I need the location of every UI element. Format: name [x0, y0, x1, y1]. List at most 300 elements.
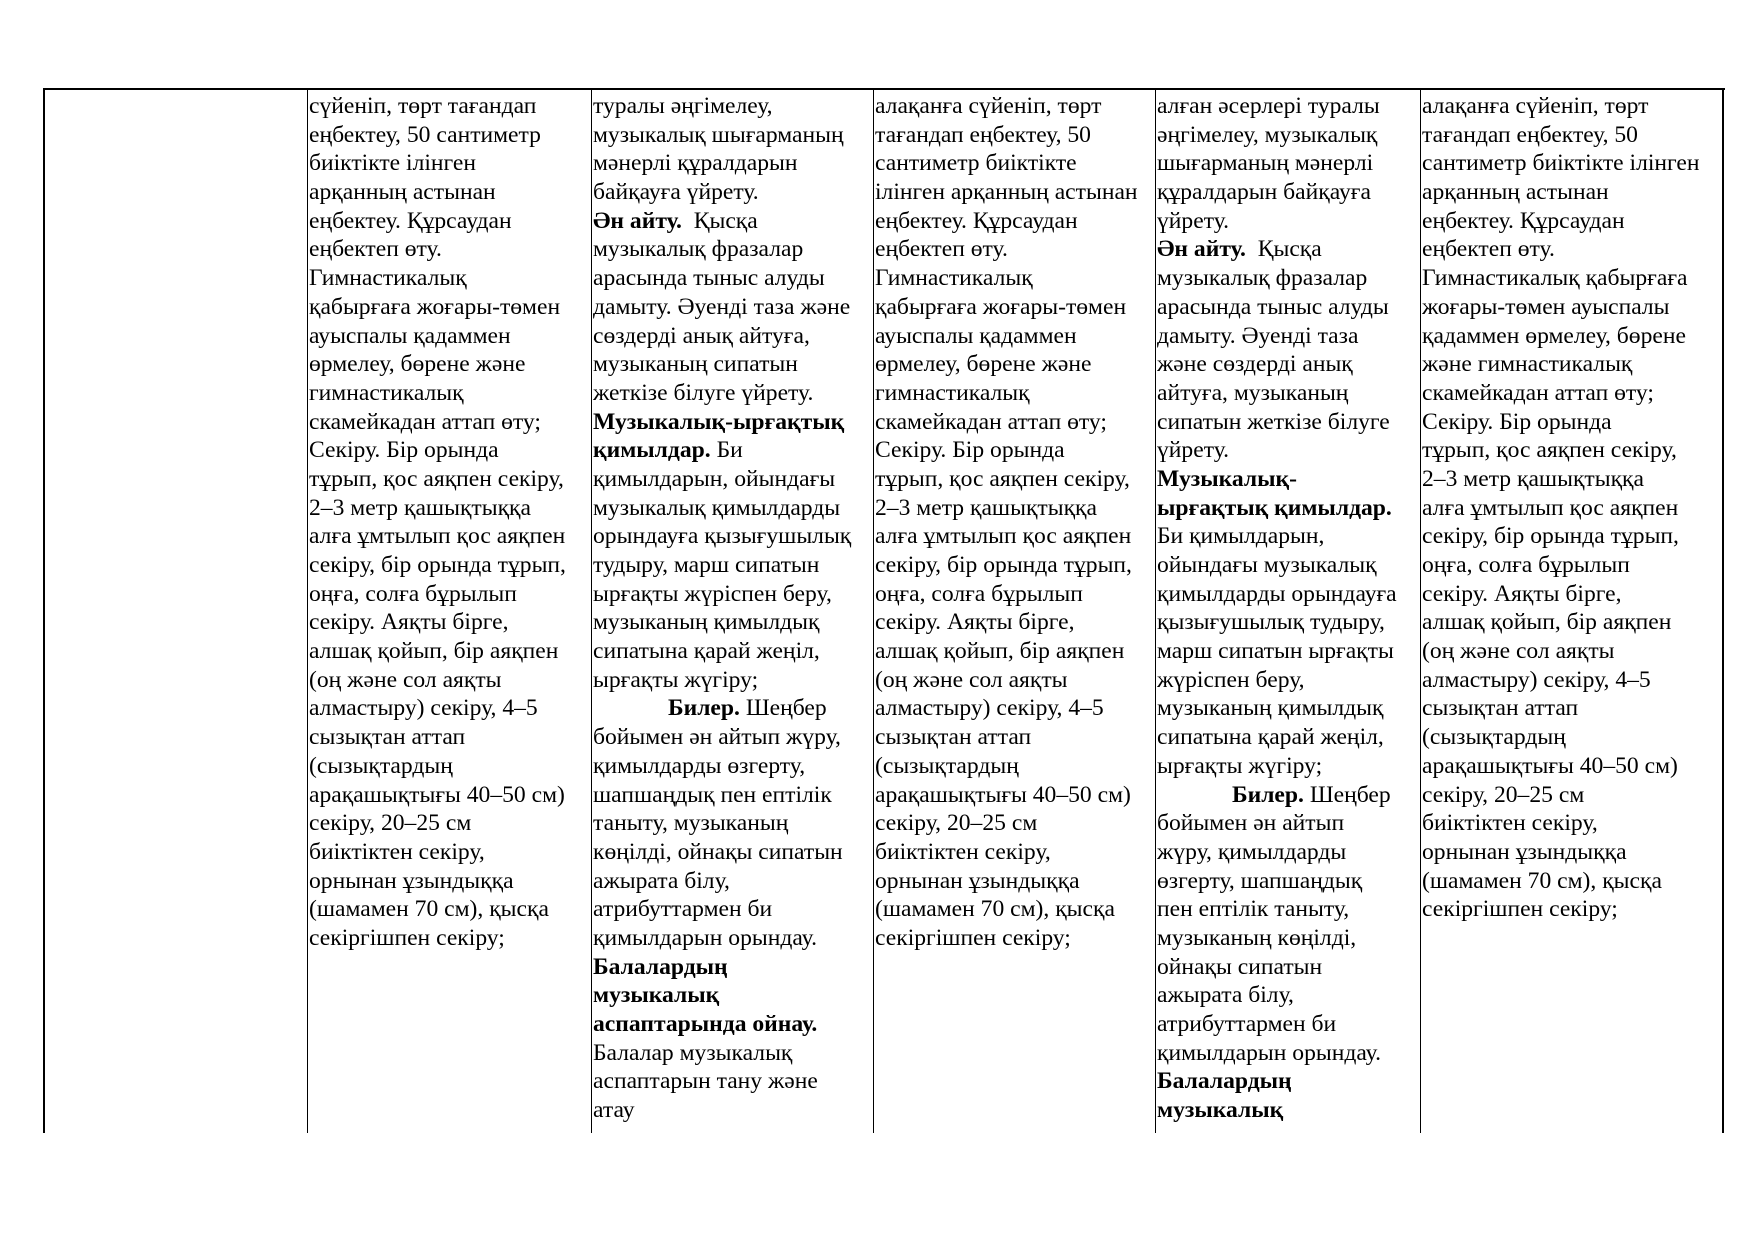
- body-text: Секіру. Бір орында: [1422, 408, 1612, 435]
- body-text: көңілді, ойнақы сипатын: [593, 838, 843, 865]
- text-line: [593, 207, 871, 236]
- body-text: қимылдарды өзгерту,: [593, 752, 806, 779]
- text-line: [593, 752, 871, 781]
- body-text: секіру, 20–25 см: [875, 810, 1038, 837]
- body-text: арасында тыныс алуды: [1157, 293, 1389, 320]
- bold-heading-text: Ән айту.: [593, 207, 682, 234]
- text-line: [593, 981, 871, 1010]
- body-text: қимылдарды орындауға: [1157, 580, 1397, 607]
- text-line: [1157, 1010, 1418, 1039]
- text-line: [593, 809, 871, 838]
- bold-heading-text: музыкалық: [1157, 1097, 1284, 1124]
- body-text: музыканың көңілді,: [1157, 924, 1357, 951]
- text-line: [1422, 92, 1720, 121]
- table-border-right: [1722, 88, 1724, 1133]
- text-line: [1157, 264, 1418, 293]
- body-text: қимылдарын орындау.: [1157, 1039, 1381, 1066]
- text-line: [875, 322, 1153, 351]
- text-line: [593, 494, 871, 523]
- body-text: алшақ қойып, бір аяқпен: [309, 638, 559, 665]
- text-line: [309, 121, 589, 150]
- text-line: [875, 350, 1153, 379]
- body-text: секіру, 20–25 см: [1422, 781, 1585, 808]
- text-line: [593, 1010, 871, 1039]
- text-line: [875, 465, 1153, 494]
- text-line: [309, 752, 589, 781]
- text-line: [1157, 895, 1418, 924]
- text-line: [875, 92, 1153, 121]
- text-line: [1157, 608, 1418, 637]
- text-line: [593, 350, 871, 379]
- text-line: [593, 149, 871, 178]
- body-text: Гимнастикалық: [875, 265, 1033, 292]
- text-line: [1157, 953, 1418, 982]
- body-text: сипатына қарай жеңіл,: [1157, 724, 1384, 751]
- body-text: шапшаңдық пен ептілік: [593, 781, 832, 808]
- text-line: [309, 379, 589, 408]
- body-text: еңбектеу. Құрсаудан: [1422, 207, 1625, 234]
- text-line: [1157, 867, 1418, 896]
- text-line: [593, 121, 871, 150]
- table-cell-col2: [309, 92, 589, 953]
- text-line: [875, 666, 1153, 695]
- body-text: Балалар музыкалық: [593, 1039, 793, 1066]
- body-text: аспаптарын тану және: [593, 1068, 818, 1095]
- table-cell-col4: [875, 92, 1153, 953]
- text-line: [875, 293, 1153, 322]
- body-text: еңбектеп өту.: [875, 236, 1008, 263]
- body-text: еңбектеп өту.: [1422, 236, 1555, 263]
- text-line: [593, 838, 871, 867]
- body-text: алмастыру) секіру, 4–5: [875, 695, 1104, 722]
- bold-heading-text: Музыкалық-ырғақтық: [593, 408, 845, 435]
- text-line: [1157, 694, 1418, 723]
- text-line: [1422, 350, 1720, 379]
- text-line: [875, 781, 1153, 810]
- text-line: [1157, 838, 1418, 867]
- text-line: [1422, 781, 1720, 810]
- text-line: [875, 809, 1153, 838]
- body-text: биіктіктен секіру,: [875, 838, 1051, 865]
- bold-heading-text: Балалардың: [593, 953, 728, 980]
- text-line: [309, 293, 589, 322]
- text-line: [593, 895, 871, 924]
- text-line: [875, 867, 1153, 896]
- body-text: (оң және сол аяқты: [875, 666, 1068, 693]
- body-text: ажырата білу,: [593, 867, 730, 894]
- text-line: [593, 92, 871, 121]
- body-text: алақанға сүйеніп, төрт: [875, 93, 1102, 119]
- body-text: тұрып, қос аяқпен секіру,: [1422, 437, 1677, 464]
- body-text: музыкалық шығарманың: [593, 121, 844, 148]
- text-line: [309, 637, 589, 666]
- body-text: сипатына қарай жеңіл,: [593, 638, 820, 665]
- text-line: [1422, 322, 1720, 351]
- body-text: тудыру, марш сипатын: [593, 552, 820, 578]
- text-line: [593, 924, 871, 953]
- text-line: [593, 551, 871, 580]
- body-text: алмастыру) секіру, 4–5: [309, 695, 538, 722]
- bold-heading-text: аспаптарында ойнау.: [593, 1011, 818, 1037]
- body-text: тағандап еңбектеу, 50: [1422, 121, 1638, 148]
- body-text: Гимнастикалық қабырғаға: [1422, 265, 1688, 292]
- text-line: [1157, 322, 1418, 351]
- text-line: [875, 924, 1153, 953]
- text-line: [1157, 666, 1418, 695]
- text-line: [309, 465, 589, 494]
- body-text: 2–3 метр қашықтыққа: [1422, 465, 1644, 492]
- body-text: бойымен ән айтып: [1157, 810, 1345, 837]
- body-text: жүру, қимылдарды: [1157, 838, 1347, 865]
- body-text: Секіру. Бір орында: [875, 437, 1065, 464]
- bold-heading-text: ырғақтық қимылдар.: [1157, 494, 1392, 521]
- body-text: қызығушылық тудыру,: [1157, 609, 1385, 636]
- text-line: [1422, 694, 1720, 723]
- text-line: [875, 838, 1153, 867]
- body-text: әңгімелеу, музыкалық: [1157, 121, 1378, 148]
- text-line: [1422, 379, 1720, 408]
- body-text: еңбектеу, 50 сантиметр: [309, 121, 541, 148]
- body-text: тағандап еңбектеу, 50: [875, 121, 1091, 148]
- text-line: [875, 178, 1153, 207]
- body-text: секіру. Аяқты бірге,: [1422, 580, 1622, 607]
- body-text: сантиметр биіктікте: [875, 150, 1077, 177]
- body-text: секіру, 20–25 см: [309, 810, 472, 837]
- body-text: музыкалық фразалар: [593, 236, 804, 263]
- body-text: ауыспалы қадаммен: [875, 322, 1077, 349]
- body-text: қабырғаға жоғары-төмен: [309, 293, 561, 320]
- body-text: құралдарын байқауға: [1157, 179, 1371, 206]
- text-line: [309, 149, 589, 178]
- text-line: [593, 694, 871, 723]
- body-text: алған әсерлері туралы: [1157, 93, 1380, 119]
- body-text: мәнерлі құралдарын: [593, 150, 798, 177]
- text-line: [593, 379, 871, 408]
- text-line: [1422, 752, 1720, 781]
- bold-heading-text: Балалардың: [1157, 1068, 1292, 1095]
- text-line: [1157, 178, 1418, 207]
- bold-heading-text: Билер.: [668, 695, 740, 722]
- body-text: скамейкадан аттап өту;: [309, 408, 541, 435]
- text-line: [875, 235, 1153, 264]
- body-text: еңбектеу. Құрсаудан: [875, 207, 1078, 234]
- body-text: Гимнастикалық: [309, 265, 467, 292]
- text-line: [1157, 293, 1418, 322]
- body-text: Би: [710, 437, 743, 464]
- column-divider: [1420, 88, 1421, 1133]
- text-line: [309, 666, 589, 695]
- body-text: қабырғаға жоғары-төмен: [875, 293, 1127, 320]
- text-line: [1422, 867, 1720, 896]
- body-text: 2–3 метр қашықтыққа: [309, 494, 531, 521]
- text-line: [1422, 264, 1720, 293]
- body-text: орындауға қызығушылық: [593, 523, 852, 550]
- body-text: оңға, солға бұрылып: [875, 580, 1083, 607]
- text-line: [309, 178, 589, 207]
- body-text: гимнастикалық: [309, 379, 464, 406]
- body-text: секіру. Аяқты бірге,: [875, 609, 1075, 636]
- body-text: (сызықтардың: [875, 752, 1019, 779]
- body-text: еңбектеп өту.: [309, 236, 442, 263]
- text-line: [875, 379, 1153, 408]
- text-line: [875, 637, 1153, 666]
- body-text: Секіру. Бір орында: [309, 437, 499, 464]
- table-cell-col3: [593, 92, 871, 1125]
- text-line: [309, 408, 589, 437]
- body-text: арқанның астынан: [309, 179, 496, 206]
- body-text: дамыту. Әуенді таза және: [593, 293, 851, 320]
- text-line: [593, 235, 871, 264]
- text-line: [1157, 981, 1418, 1010]
- body-text: дамыту. Әуенді таза: [1157, 322, 1359, 349]
- text-line: [593, 1067, 871, 1096]
- body-text: сызықтан аттап: [309, 724, 466, 751]
- body-text: өрмелеу, бөрене және: [875, 351, 1092, 378]
- body-text: секіру, бір орында тұрып,: [1422, 523, 1679, 550]
- column-divider: [1155, 88, 1156, 1133]
- text-line: [1157, 379, 1418, 408]
- text-line: [1157, 580, 1418, 609]
- body-text: алға ұмтылып қос аяқпен: [1422, 494, 1679, 521]
- text-line: [1422, 465, 1720, 494]
- body-text: қимылдарын, ойындағы: [593, 465, 836, 492]
- body-text: оңға, солға бұрылып: [1422, 552, 1630, 578]
- body-text: жоғары-төмен ауыспалы: [1422, 293, 1670, 320]
- text-line: [593, 408, 871, 437]
- body-text: арақашықтығы 40–50 см): [309, 781, 565, 808]
- text-line: [1422, 895, 1720, 924]
- body-text: Би қимылдарын,: [1157, 523, 1325, 550]
- text-line: [875, 752, 1153, 781]
- body-text: ілінген арқанның астынан: [875, 179, 1138, 206]
- body-text: атрибуттармен би: [1157, 1011, 1337, 1037]
- text-line: [309, 608, 589, 637]
- text-line: [593, 580, 871, 609]
- body-text: алға ұмтылып қос аяқпен: [309, 523, 566, 550]
- text-line: [875, 723, 1153, 752]
- text-line: [309, 580, 589, 609]
- text-line: [309, 494, 589, 523]
- text-line: [309, 838, 589, 867]
- text-line: [1422, 580, 1720, 609]
- text-line: [1157, 924, 1418, 953]
- text-line: [1157, 121, 1418, 150]
- text-line: [875, 895, 1153, 924]
- body-text: алақанға сүйеніп, төрт: [1422, 93, 1649, 119]
- text-line: [1157, 436, 1418, 465]
- text-line: [1157, 522, 1418, 551]
- body-text: үйрету.: [1157, 437, 1230, 464]
- body-text: биіктіктен секіру,: [309, 838, 485, 865]
- body-text: қимылдарын орындау.: [593, 924, 817, 951]
- text-line: [309, 723, 589, 752]
- text-line: [1157, 551, 1418, 580]
- body-text: алшақ қойып, бір аяқпен: [1422, 609, 1672, 636]
- text-line: [1422, 293, 1720, 322]
- text-line: [309, 522, 589, 551]
- body-text: орнынан ұзындыққа: [1422, 838, 1627, 865]
- text-line: [309, 264, 589, 293]
- text-line: [875, 264, 1153, 293]
- text-line: [875, 149, 1153, 178]
- text-line: [875, 121, 1153, 150]
- text-line: [1157, 752, 1418, 781]
- body-text: 2–3 метр қашықтыққа: [875, 494, 1097, 521]
- text-line: [593, 953, 871, 982]
- body-text: (шамамен 70 см), қысқа: [309, 896, 549, 923]
- body-text: ажырата білу,: [1157, 982, 1294, 1009]
- text-line: [1157, 1039, 1418, 1068]
- text-line: [1422, 666, 1720, 695]
- body-text: секіру. Аяқты бірге,: [309, 609, 509, 636]
- text-line: [593, 666, 871, 695]
- text-line: [1422, 149, 1720, 178]
- body-text: үйрету.: [1157, 207, 1230, 234]
- body-text: гимнастикалық: [875, 379, 1030, 406]
- text-line: [875, 408, 1153, 437]
- text-line: [309, 809, 589, 838]
- text-line: [593, 867, 871, 896]
- text-line: [309, 867, 589, 896]
- table-cell-col5: [1157, 92, 1418, 1125]
- body-text: таныту, музыканың: [593, 810, 789, 837]
- text-line: [593, 264, 871, 293]
- text-line: [309, 92, 589, 121]
- body-text: (сызықтардың: [309, 752, 453, 779]
- body-text: бойымен ән айтып жүру,: [593, 724, 841, 751]
- body-text: арасында тыныс алуды: [593, 265, 825, 292]
- body-text: қадаммен өрмелеу, бөрене: [1422, 322, 1686, 349]
- body-text: сызықтан аттап: [875, 724, 1032, 751]
- body-text: Шеңбер: [1303, 781, 1391, 808]
- text-line: [309, 781, 589, 810]
- body-text: тұрып, қос аяқпен секіру,: [309, 465, 564, 492]
- body-text: секіру, бір орында тұрып,: [309, 552, 566, 578]
- text-line: [875, 608, 1153, 637]
- body-text: және сөздерді анық: [1157, 351, 1353, 378]
- body-text: биіктікте ілінген: [309, 150, 477, 177]
- body-text: (шамамен 70 см), қысқа: [1422, 867, 1662, 894]
- text-line: [1157, 809, 1418, 838]
- text-line: [1157, 465, 1418, 494]
- text-line: [1157, 1067, 1418, 1096]
- body-text: және гимнастикалық: [1422, 351, 1633, 378]
- body-text: скамейкадан аттап өту;: [875, 408, 1107, 435]
- body-text: алмастыру) секіру, 4–5: [1422, 666, 1651, 693]
- body-text: сипатын жеткізе білуге: [1157, 408, 1390, 435]
- text-line: [309, 350, 589, 379]
- text-line: [1157, 723, 1418, 752]
- column-divider: [307, 88, 308, 1133]
- bold-heading-text: Билер.: [1232, 781, 1304, 808]
- body-text: байқауға үйрету.: [593, 179, 759, 206]
- body-text: ойнақы сипатын: [1157, 953, 1323, 980]
- body-text: Қысқа: [681, 207, 758, 234]
- text-line: [1157, 235, 1418, 264]
- text-line: [593, 178, 871, 207]
- text-line: [1157, 149, 1418, 178]
- body-text: арқанның астынан: [1422, 179, 1609, 206]
- text-line: [1422, 551, 1720, 580]
- body-text: ырғақты жүгіру;: [593, 666, 759, 693]
- text-line: [1422, 723, 1720, 752]
- text-line: [875, 494, 1153, 523]
- body-text: музыканың қимылдық: [1157, 695, 1384, 722]
- body-text: (шамамен 70 см), қысқа: [875, 896, 1115, 923]
- body-text: алшақ қойып, бір аяқпен: [875, 638, 1125, 665]
- text-line: [593, 608, 871, 637]
- text-line: [1422, 235, 1720, 264]
- bold-heading-text: қимылдар.: [593, 437, 711, 464]
- body-text: Шеңбер: [739, 695, 827, 722]
- text-line: [1422, 178, 1720, 207]
- text-line: [1422, 408, 1720, 437]
- body-text: музыканың қимылдық: [593, 609, 820, 636]
- body-text: арақашықтығы 40–50 см): [875, 781, 1131, 808]
- body-text: (оң және сол аяқты: [1422, 638, 1615, 665]
- body-text: айтуға, музыканың: [1157, 379, 1349, 406]
- body-text: ырғақты жүгіру;: [1157, 752, 1323, 779]
- body-text: жеткізе білуге үйрету.: [593, 379, 814, 406]
- text-line: [875, 580, 1153, 609]
- body-text: (оң және сол аяқты: [309, 666, 502, 693]
- text-line: [1422, 608, 1720, 637]
- text-line: [309, 895, 589, 924]
- text-line: [593, 322, 871, 351]
- body-text: арақашықтығы 40–50 см): [1422, 752, 1678, 779]
- body-text: сөздерді анық айтуға,: [593, 322, 810, 349]
- text-line: [593, 436, 871, 465]
- body-text: оңға, солға бұрылып: [309, 580, 517, 607]
- column-divider: [591, 88, 592, 1133]
- body-text: секіргішпен секіру;: [875, 924, 1071, 951]
- text-line: [309, 924, 589, 953]
- text-line: [875, 207, 1153, 236]
- body-text: скамейкадан аттап өту;: [1422, 379, 1654, 406]
- text-line: [1422, 436, 1720, 465]
- text-line: [309, 694, 589, 723]
- text-line: [1422, 494, 1720, 523]
- body-text: музыканың сипатын: [593, 351, 798, 378]
- body-text: Қысқа: [1245, 236, 1322, 263]
- body-text: орнынан ұзындыққа: [309, 867, 514, 894]
- body-text: өрмелеу, бөрене және: [309, 351, 526, 378]
- text-line: [593, 1096, 871, 1125]
- body-text: тұрып, қос аяқпен секіру,: [875, 465, 1130, 492]
- text-line: [593, 465, 871, 494]
- text-line: [593, 723, 871, 752]
- text-line: [1422, 637, 1720, 666]
- bold-heading-text: музыкалық: [593, 982, 720, 1009]
- bold-heading-text: Музыкалық-: [1157, 465, 1298, 492]
- body-text: сантиметр биіктікте ілінген: [1422, 150, 1700, 177]
- text-line: [1157, 408, 1418, 437]
- text-line: [309, 207, 589, 236]
- text-line: [1157, 781, 1418, 810]
- body-text: секіру, бір орында тұрып,: [875, 552, 1132, 578]
- body-text: атау: [593, 1097, 635, 1124]
- text-line: [1422, 838, 1720, 867]
- body-text: орнынан ұзындыққа: [875, 867, 1080, 894]
- body-text: туралы әңгімелеу,: [593, 93, 773, 119]
- body-text: биіктіктен секіру,: [1422, 810, 1598, 837]
- body-text: ойындағы музыкалық: [1157, 552, 1377, 578]
- body-text: алға ұмтылып қос аяқпен: [875, 523, 1132, 550]
- body-text: шығарманың мәнерлі: [1157, 150, 1374, 177]
- body-text: музыкалық қимылдарды: [593, 494, 841, 521]
- text-line: [309, 235, 589, 264]
- body-text: марш сипатын ырғақты: [1157, 638, 1394, 665]
